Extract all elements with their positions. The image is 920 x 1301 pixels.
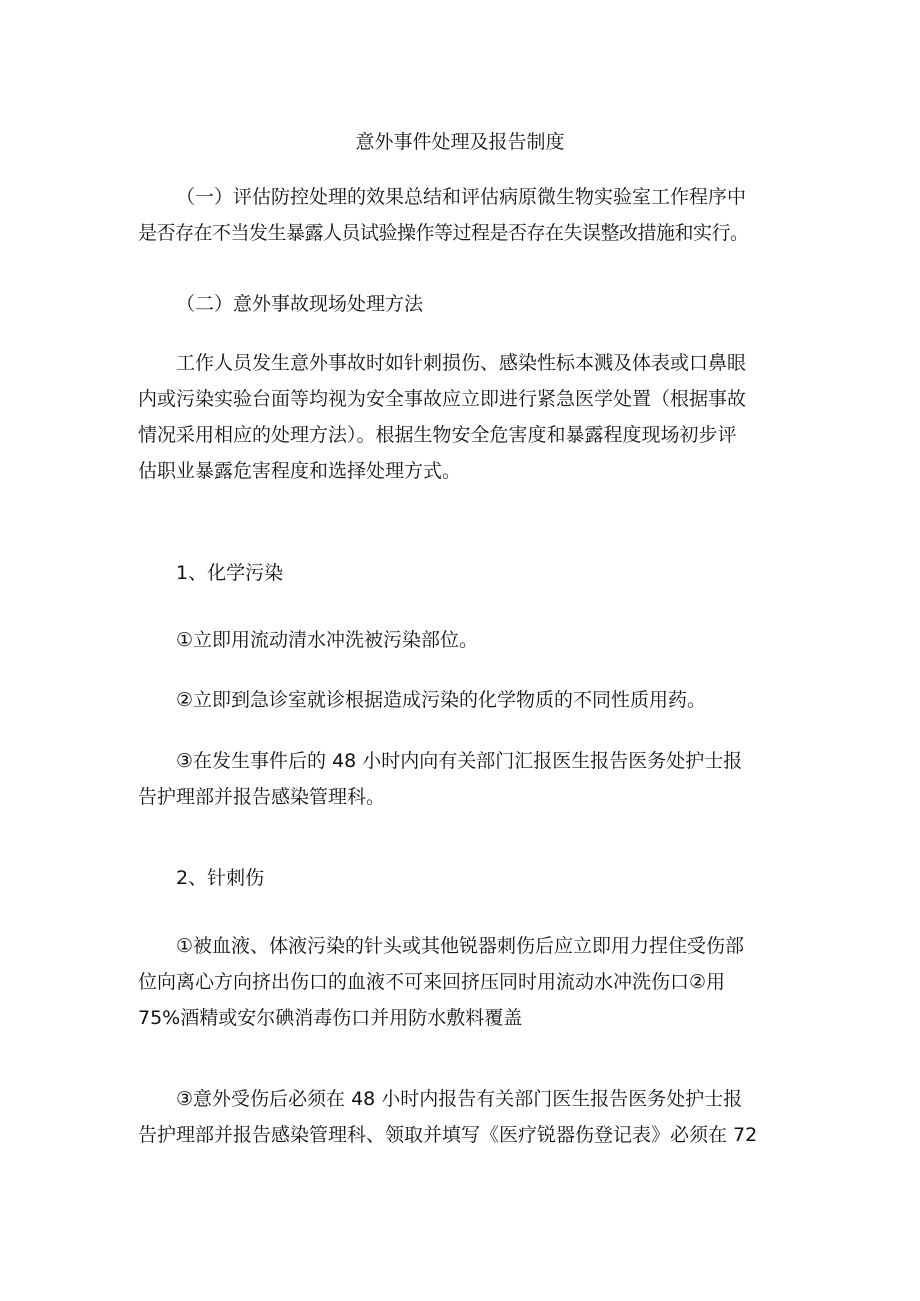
- paragraph-line: ②立即到急诊室就诊根据造成污染的化学物质的不同性质用药。: [176, 689, 707, 711]
- paragraph-line: 告护理部并报告感染管理科。: [138, 786, 386, 808]
- paragraph-1: [138, 179, 788, 251]
- section-heading-line: 2、针刺伤: [176, 867, 265, 889]
- paragraph-line: （二）意外事故现场处理方法: [176, 293, 424, 315]
- document-title: 意外事件处理及报告制度: [355, 131, 565, 153]
- paragraph-line: 内或污染实验台面等均视为安全事故应立即进行紧急医学处置（根据事故: [138, 388, 747, 410]
- paragraph-line: 75%酒精或安尔碘消毒伤口并用防水敷料覆盖: [138, 1007, 523, 1029]
- paragraph-chemical-1: [138, 622, 788, 658]
- paragraph-line: 告护理部并报告感染管理科、领取并填写《医疗锐器伤登记表》必须在 72: [138, 1124, 758, 1146]
- paragraph-line: （一）评估防控处理的效果总结和评估病原微生物实验室工作程序中: [176, 186, 747, 208]
- section-heading-chemical: [138, 555, 788, 591]
- paragraph-chemical-3: [138, 743, 788, 815]
- paragraph-needlestick-1: [138, 928, 788, 1036]
- paragraph-line: ③意外受伤后必须在 48 小时内报告有关部门医生报告医务处护士报: [176, 1088, 743, 1110]
- paragraph-line: 工作人员发生意外事故时如针刺损伤、感染性标本溅及体表或口鼻眼: [176, 352, 747, 374]
- paragraph-line: 估职业暴露危害程度和选择处理方式。: [138, 460, 462, 482]
- paragraph-2: [138, 286, 788, 322]
- paragraph-line: ③在发生事件后的 48 小时内向有关部门汇报医生报告医务处护士报: [176, 750, 743, 772]
- paragraph-line: 位向离心方向挤出伤口的血液不可来回挤压同时用流动水冲洗伤口②用: [138, 971, 726, 993]
- paragraph-line: 情况采用相应的处理方法）。根据生物安全危害度和暴露程度现场初步评: [138, 424, 737, 446]
- paragraph-chemical-2: [138, 682, 788, 718]
- paragraph-line: ①被血液、体液污染的针头或其他锐器刺伤后应立即用力捏住受伤部: [176, 935, 745, 957]
- paragraph-line: 是否存在不当发生暴露人员试验操作等过程是否存在失误整改措施和实行。: [138, 222, 749, 244]
- section-heading-needlestick: [138, 860, 788, 896]
- paragraph-3: [138, 345, 788, 489]
- paragraph-line: ①立即用流动清水冲洗被污染部位。: [176, 629, 479, 651]
- section-heading-line: 1、化学污染: [176, 562, 284, 584]
- paragraph-needlestick-2: [138, 1081, 788, 1153]
